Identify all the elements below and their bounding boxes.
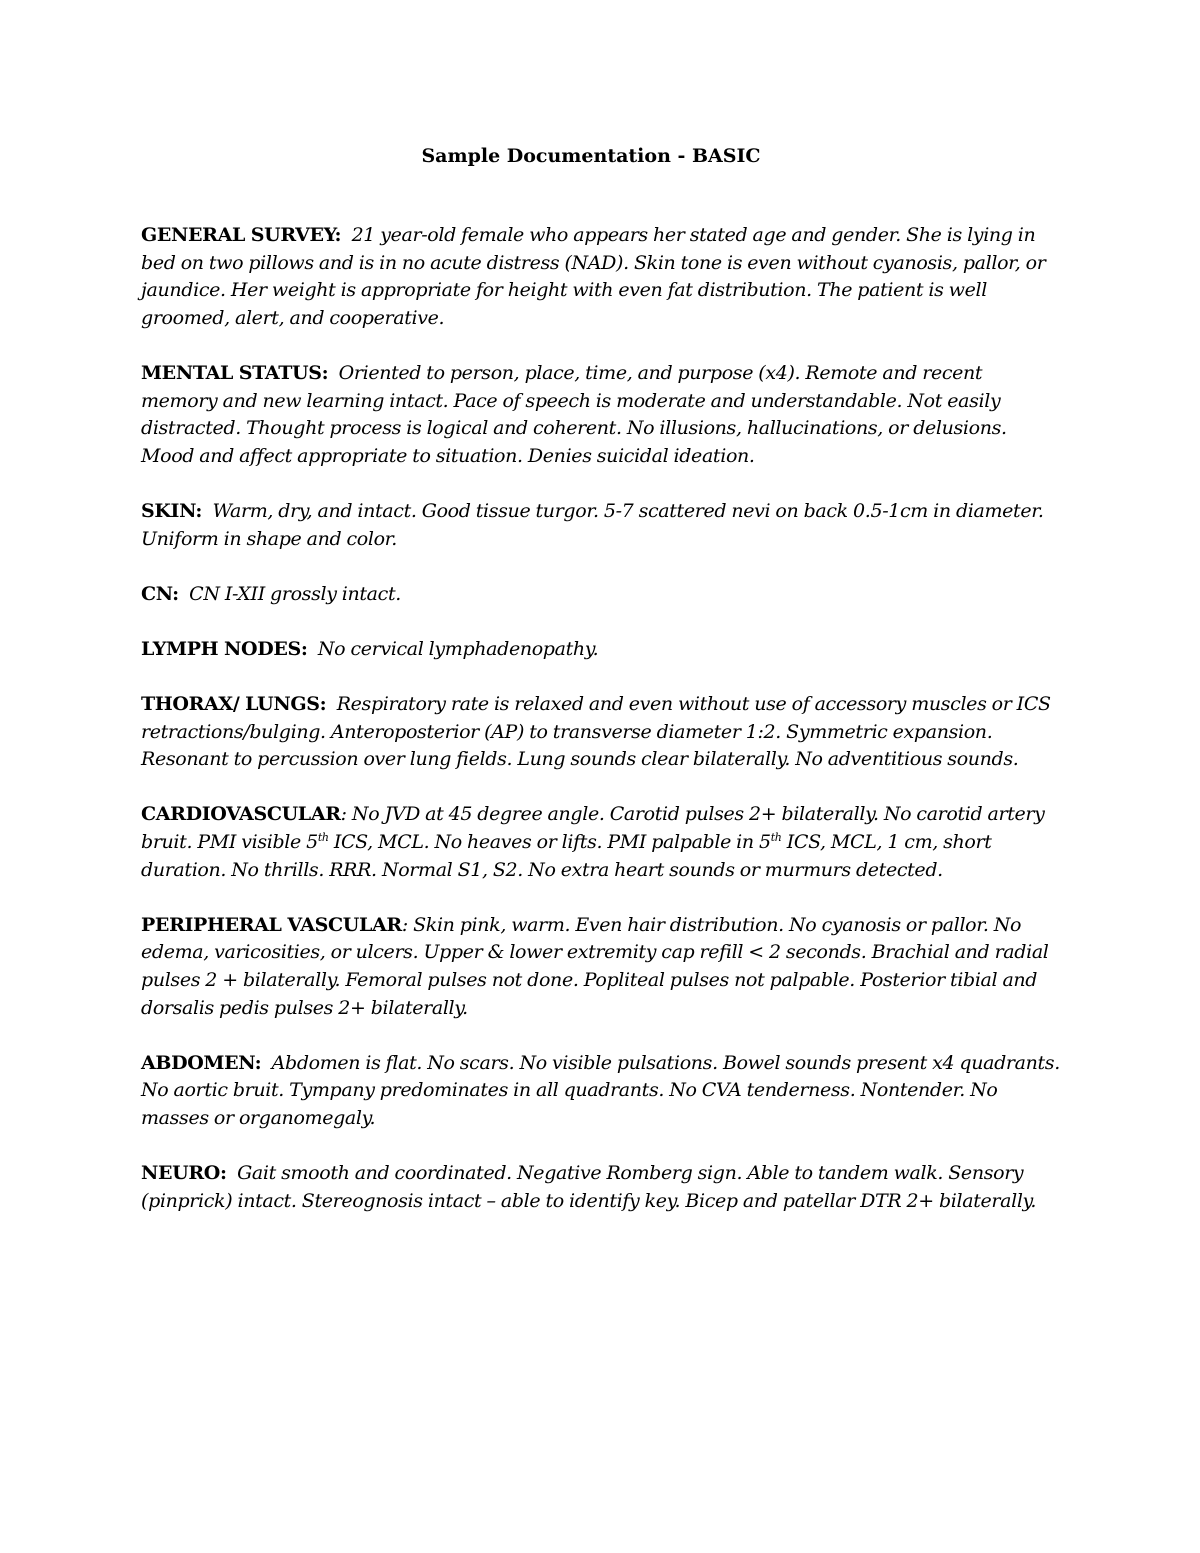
- section-text: Abdomen is flat. No scars. No visible pulsations. Bowel sounds present x4 quadrants. No aortic bruit. Tympany predominates in all quadrants. No CVA tenderness. Nontender. No masses or organomegaly.: [141, 1051, 1060, 1129]
- section-cn: [141, 581, 1061, 609]
- section-label: LYMPH NODES:: [141, 637, 308, 660]
- section-cardiovascular: [141, 801, 1061, 884]
- section-neuro: [141, 1160, 1061, 1215]
- section-lymph-nodes: [141, 636, 1061, 664]
- section-text: Skin pink, warm. Even hair distribution. No cyanosis or pallor. No edema, varicosities, or ulcers. Upper & lower extremity cap refill < 2 seconds. Brachial and radial pulses 2 + bilaterally. Femoral pulses not done. Popliteal pulses not palpable. Posterior tibial and dorsalis pedis pulses 2+ bilaterally.: [141, 913, 1049, 1019]
- section-text: CN I-XII grossly intact.: [189, 582, 401, 605]
- document-page: [141, 142, 1061, 1243]
- section-text-part: ICS, MCL. No heaves or lifts. PMI palpable in 5: [328, 831, 771, 854]
- section-label: GENERAL SURVEY:: [141, 224, 342, 246]
- section-label: SKIN:: [141, 499, 203, 522]
- section-text-part: ICS, MCL, 1 cm, short duration. No thrills. RRR. Normal S1, S2. No extra heart sounds or murmurs detected.: [141, 831, 992, 881]
- section-label: ABDOMEN:: [141, 1051, 262, 1074]
- section-separator: :: [340, 803, 347, 826]
- section-mental-status: [141, 360, 1061, 470]
- section-label: CARDIOVASCULAR: [141, 803, 341, 826]
- section-text-part: No JVD at 45 degree angle. Carotid pulses 2+ bilaterally. No carotid artery bruit. PMI visible 5: [141, 803, 1045, 854]
- section-label: CN:: [141, 582, 179, 605]
- section-label: MENTAL STATUS:: [141, 361, 329, 384]
- section-text: Oriented to person, place, time, and purpose (x4). Remote and recent memory and new learning intact. Pace of speech is moderate and understandable. Not easily distracted. Thought process is logical and coherent. No illusions, hallucinations, or delusions. Mood and affect appropriate to situation. Denies suicidal ideation.: [141, 361, 1007, 467]
- section-label: PERIPHERAL VASCULAR: [141, 913, 402, 936]
- ordinal-suffix: th: [770, 831, 782, 845]
- section-separator: :: [401, 913, 408, 936]
- section-thorax-lungs: [141, 691, 1061, 774]
- section-text: Respiratory rate is relaxed and even without use of accessory muscles or ICS retractions/bulging. Anteroposterior (AP) to transverse diameter 1:2. Symmetric expansion. Resonant to percussion over lung fields. Lung sounds clear bilaterally. No adventitious sounds.: [141, 693, 1051, 771]
- section-peripheral-vascular: [141, 912, 1061, 1022]
- section-text: 21 year-old female who appears her stated age and gender. She is lying in bed on two pillows and is in no acute distress (NAD). Skin tone is even without cyanosis, pallor, or jaundice. Her weight is appropriate for height with even fat distribution. The patient is well groomed, alert, and cooperative.: [141, 224, 1046, 329]
- section-text: Gait smooth and coordinated. Negative Romberg sign. Able to tandem walk. Sensory (pinprick) intact. Stereognosis intact – able to identify key. Bicep and patellar DTR 2+ bilaterally.: [141, 1162, 1037, 1212]
- section-general-survey: [141, 222, 1061, 332]
- section-text: Warm, dry, and intact. Good tissue turgor. 5-7 scattered nevi on back 0.5-1cm in diameter. Uniform in shape and color.: [141, 499, 1044, 550]
- document-title: Sample Documentation - BASIC: [421, 145, 761, 167]
- section-skin: [141, 498, 1061, 553]
- section-label: NEURO:: [141, 1162, 227, 1185]
- section-text: No cervical lymphadenopathy.: [317, 637, 599, 660]
- ordinal-suffix: th: [317, 831, 329, 845]
- section-label: THORAX/ LUNGS:: [141, 693, 327, 716]
- section-abdomen: [141, 1050, 1061, 1133]
